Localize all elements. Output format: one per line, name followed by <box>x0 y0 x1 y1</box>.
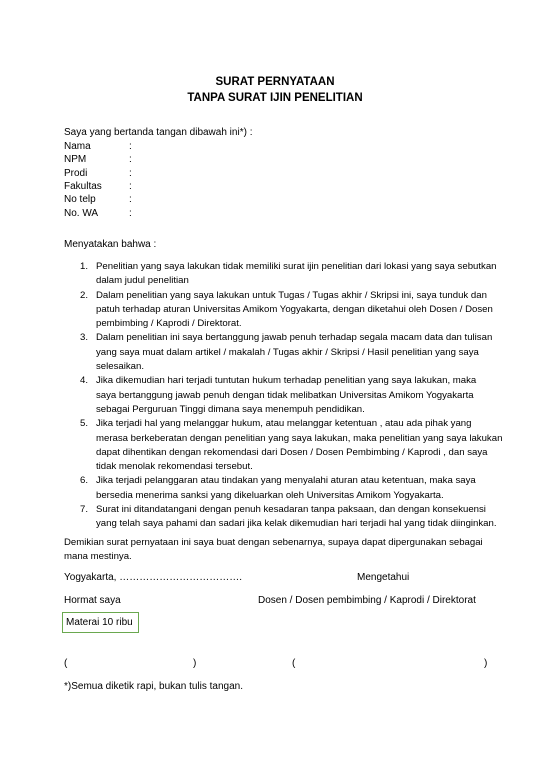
statement-line: yang saya muat dalam artikel / makalah / Tugas akhir / Skripsi / Hasil penelitian yang saya <box>96 346 479 358</box>
statement-line: Surat ini ditandatangani dengan penuh kesadaran tanpa paksaan, dan dengan konsekuensi <box>96 504 486 516</box>
statement-line: Jika terjadi pelanggaran atau tindakan yang menyalahi aturan atau ketentuan, maka saya <box>96 475 476 487</box>
statement-number: 3. <box>80 332 89 344</box>
place-date: Yogyakarta, ………………………………. <box>64 572 243 583</box>
statement-line: Penelitian yang saya lakukan tidak memiliki surat ijin penelitian dari lokasi yang saya sebutkan <box>96 261 497 272</box>
field-colon: : <box>129 194 132 206</box>
field-label: No telp <box>64 194 96 206</box>
statement-number: 5. <box>80 418 89 430</box>
field-label: Nama <box>64 141 91 152</box>
statement-line: saya bertanggung jawab penuh dengan tidak melibatkan Universitas Amikom Yogyakarta <box>96 389 474 401</box>
materai-box: Materai 10 ribu <box>62 612 139 633</box>
signature-left-open: ( <box>64 658 68 669</box>
statement-line: yang telah saya pahami dan sadari jika kelak dikemudian hari terjadi hal yang tidak diinginkan. <box>96 518 497 530</box>
statement-item <box>64 474 510 503</box>
signature-right-open: ( <box>292 658 296 669</box>
closing-line: Demikian surat pernyataan ini saya buat dengan sebenarnya, supaya dapat dipergunakan sebagai <box>64 537 483 548</box>
statement-line: tidak menolak rekomendasi tersebut. <box>96 461 253 473</box>
field-colon: : <box>129 180 132 192</box>
hormat-saya-label: Hormat saya <box>64 595 121 606</box>
document-title: SURAT PERNYATAAN <box>215 76 335 88</box>
statement-line: sebagai Perguruan Tinggi dimana saya menempuh pendidikan. <box>96 403 365 415</box>
field-colon: : <box>129 167 132 179</box>
dosen-roles-label: Dosen / Dosen pembimbing / Kaprodi / Direktorat <box>258 595 476 606</box>
declaration-heading: Menyatakan bahwa : <box>64 239 157 250</box>
statement-line: dapat dihentikan dengan rekomendasi dari Dosen / Dosen Pembimbing / Kaprodi , dan saya <box>96 446 488 458</box>
field-colon: : <box>129 141 132 152</box>
statement-item <box>64 503 510 532</box>
footnote: *)Semua diketik rapi, bukan tulis tangan. <box>64 681 243 692</box>
field-label: NPM <box>64 154 87 166</box>
statement-number: 6. <box>80 475 89 487</box>
field-label: Fakultas <box>64 180 102 192</box>
statement-line: Jika terjadi hal yang melanggar hukum, atau melanggar ketentuan , atau ada pihak yang <box>96 418 472 430</box>
statement-item <box>64 331 510 374</box>
statement-line: dalam judul penelitian <box>96 275 189 287</box>
statement-line: selesaikan. <box>96 361 144 373</box>
document-subtitle: TANPA SURAT IJIN PENELITIAN <box>187 92 363 104</box>
statement-line: Jika dikemudian hari terjadi tuntutan hukum terhadap penelitian yang saya lakukan, maka <box>96 375 477 387</box>
closing-paragraph <box>64 536 504 565</box>
statement-line: bersedia menerima sanksi yang dikeluarkan oleh Universitas Amikom Yogyakarta. <box>96 489 444 501</box>
field-colon: : <box>129 207 132 219</box>
closing-line: mana mestinya. <box>64 551 132 563</box>
mengetahui-label: Mengetahui <box>357 572 410 583</box>
field-label: Prodi <box>64 167 88 179</box>
statement-item <box>64 260 510 289</box>
statement-item <box>64 374 510 417</box>
statement-line: Dalam penelitian yang saya lakukan untuk Tugas / Tugas akhir / Skripsi ini, saya tunduk dan <box>96 289 487 301</box>
statement-item <box>64 417 510 474</box>
statement-line: merasa berkeberatan dengan penelitian yang saya lakukan, maka penelitian yang saya lakukan <box>96 432 503 444</box>
statement-number: 2. <box>80 289 89 301</box>
field-label: No. WA <box>64 207 99 219</box>
signature-right-close: ) <box>484 658 488 669</box>
statement-line: pembimbing / Kaprodi / Direktorat. <box>96 318 242 330</box>
signature-left-close: ) <box>193 658 197 669</box>
statement-number: 1. <box>80 261 89 272</box>
statement-item <box>64 289 510 332</box>
statement-list <box>64 260 510 532</box>
statement-number: 7. <box>80 504 89 516</box>
statement-number: 4. <box>80 375 89 387</box>
intro-text: Saya yang bertanda tangan dibawah ini*) : <box>64 127 253 138</box>
statement-line: Dalam penelitian ini saya bertanggung jawab penuh terhadap segala macam data dan tulisan <box>96 332 493 344</box>
field-colon: : <box>129 154 132 166</box>
statement-line: patuh terhadap aturan Universitas Amikom Yogyakarta, dengan diketahui oleh Dosen / Dosen <box>96 303 493 315</box>
